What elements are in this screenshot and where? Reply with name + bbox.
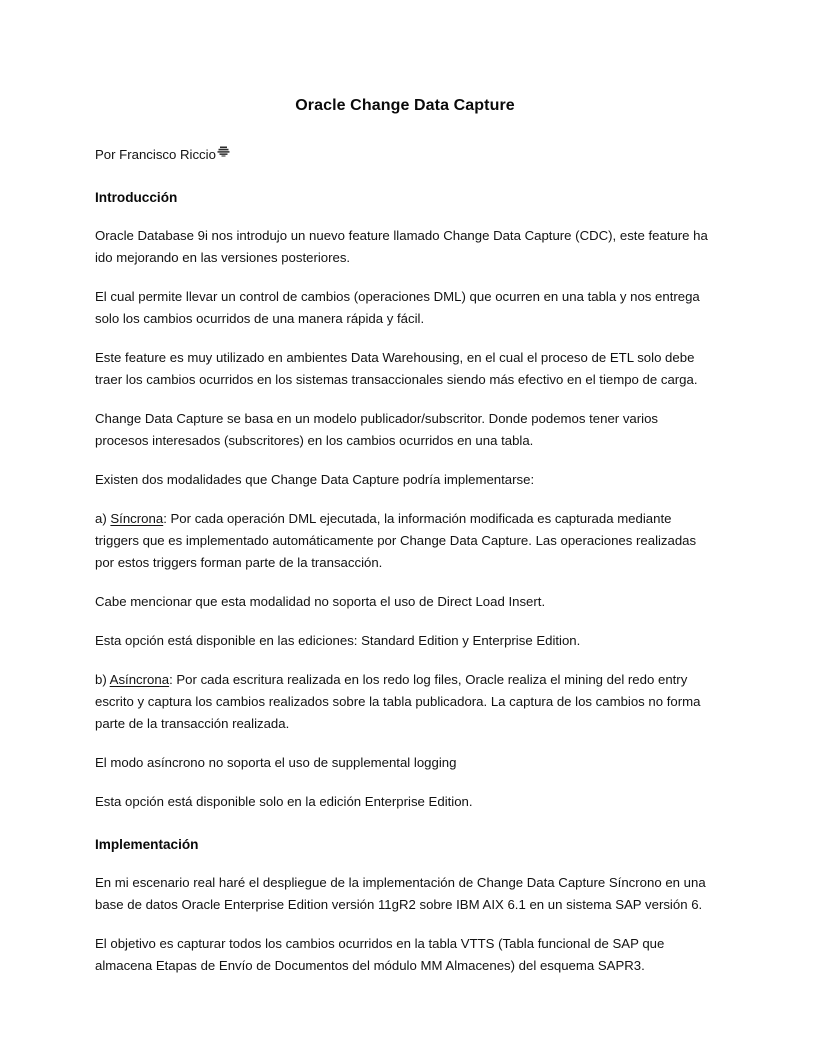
section-heading-introduccion: Introducción: [95, 190, 178, 205]
paragraph: Cabe mencionar que esta modalidad no soporta el uso de Direct Load Insert.: [95, 594, 546, 609]
section-heading-implementacion: Implementación: [95, 837, 199, 852]
paragraph: Esta opción está disponible solo en la edición Enterprise Edition.: [95, 794, 473, 809]
paragraph: Change Data Capture se basa en un modelo publicador/subscritor. Donde podemos tener varios procesos interesados (subscritores) en los cambios ocurridos en una tabla.: [95, 411, 659, 448]
list-item-asincrona: [95, 652, 715, 735]
small-ornament-icon: [217, 146, 230, 157]
paragraph: El cual permite llevar un control de cambios (operaciones DML) que ocurren en una tabla y nos entrega solo los cambios ocurridos de una manera rápida y fácil.: [95, 289, 700, 326]
paragraph: Existen dos modalidades que Change Data Capture podría implementarse:: [95, 472, 535, 487]
paragraph: Oracle Database 9i nos introdujo un nuevo feature llamado Change Data Capture (CDC), este feature ha ido mejorando en las versiones posteriores.: [95, 228, 708, 265]
document-body: [95, 0, 715, 977]
list-marker-b: b): [95, 672, 110, 687]
byline: [95, 116, 715, 166]
page-title: Oracle Change Data Capture: [295, 97, 515, 114]
paragraph: El modo asíncrono no soporta el uso de supplemental logging: [95, 755, 457, 770]
paragraph: Esta opción está disponible en las ediciones: Standard Edition y Enterprise Edition.: [95, 633, 581, 648]
list-item-sincrona: [95, 491, 715, 574]
term-asincrona: Asíncrona: [109, 672, 170, 687]
list-item-text: : Por cada operación DML ejecutada, la información modificada es capturada mediante triggers que es implementado automáticamente por Change Data Capture. Las operaciones realizadas por estos triggers forman parte de la transacción.: [95, 511, 697, 570]
term-sincrona: Síncrona: [110, 511, 164, 526]
list-marker-a: a): [95, 511, 111, 526]
list-item-text: : Por cada escritura realizada en los redo log files, Oracle realiza el mining del redo entry escrito y captura los cambios realizados sobre la tabla publicadora. La captura de los cambios no forma parte de la transacción realizada.: [95, 672, 701, 731]
paragraph: El objetivo es capturar todos los cambios ocurridos en la tabla VTTS (Tabla funcional de SAP que almacena Etapas de Envío de Documentos del módulo MM Almacenes) del esquema SAPR3.: [95, 936, 665, 973]
paragraph: Este feature es muy utilizado en ambientes Data Warehousing, en el cual el proceso de ETL solo debe traer los cambios ocurridos en los sistemas transaccionales siendo más efectivo en el tiempo de carga.: [95, 350, 698, 387]
byline-text: Por Francisco Riccio: [95, 147, 216, 162]
paragraph: En mi escenario real haré el despliegue de la implementación de Change Data Capture Síncrono en una base de datos Oracle Enterprise Edition versión 11gR2 sobre IBM AIX 6.1 en un sistema SAP versión 6.: [95, 875, 706, 912]
